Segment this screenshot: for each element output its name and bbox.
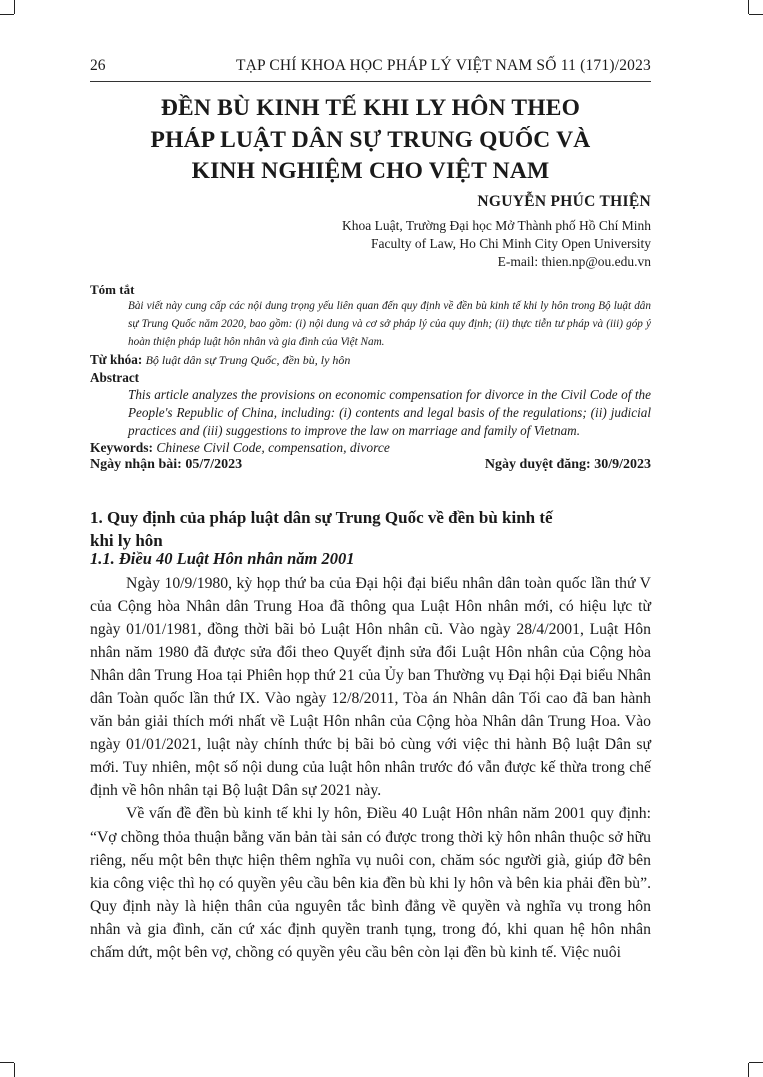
- journal-title: TẠP CHÍ KHOA HỌC PHÁP LÝ VIỆT NAM SỐ 11 (171)/2023: [235, 57, 651, 74]
- keywords-vi-text: Bộ luật dân sự Trung Quốc, đền bù, ly hôn: [145, 353, 351, 367]
- crop-mark-top-right: [748, 0, 749, 14]
- received-label: Ngày nhận bài:: [90, 457, 182, 472]
- section-heading: [90, 506, 651, 552]
- keywords-en: [90, 440, 390, 456]
- title-line-2: PHÁP LUẬT DÂN SỰ TRUNG QUỐC VÀ: [150, 126, 591, 153]
- affiliation-vi: Khoa Luật, Trường Đại học Mở Thành phố Hồ Chí Minh: [342, 218, 651, 233]
- section-heading-line-2: khi ly hôn: [90, 531, 163, 550]
- summary-label: Tóm tắt: [90, 282, 135, 297]
- paragraph-2: Về vấn đề đền bù kinh tế khi ly hôn, Điều 40 Luật Hôn nhân năm 2001 quy định: “Vợ chồng thỏa thuận bằng văn bản tài sản có được trong thời kỳ hôn nhân thuộc sở hữu riêng, nếu một bên thực hiện thêm nghĩa vụ nuôi con, chăm sóc người già, giúp đỡ bên kia công việc thì họ có quyền yêu cầu bên kia đền bù khi ly hôn và bên kia phải đền bù”. Quy định này là hiện thân của nguyên tắc bình đẳng về quyền và nghĩa vụ trong hôn nhân và gia đình, căn cứ xác định quyền tranh tụng, trong đó, khi quan hệ hôn nhân chấm dứt, một bên vợ, chồng có quyền yêu cầu bên còn lại đền bù kinh tế. Việc nuôi: [90, 805, 651, 961]
- keywords-en-text: Chinese Civil Code, compensation, divorce: [156, 440, 390, 455]
- crop-mark-bottom-right-h: [749, 1062, 763, 1063]
- accepted-date: [485, 457, 651, 473]
- title-line-1: ĐỀN BÙ KINH TẾ KHI LY HÔN THEO: [160, 95, 581, 121]
- author-name: NGUYỄN PHÚC THIỆN: [477, 193, 651, 210]
- keywords-vi: [90, 352, 350, 368]
- subsection-heading: 1.1. Điều 40 Luật Hôn nhân năm 2001: [90, 549, 355, 568]
- abstract-text: This article analyzes the provisions on economic compensation for divorce in the Civil Code of the People's Republic of China, including: (i) contents and legal basis of the regulations; (ii) judicial practices and (iii) suggestions to improve the law on marriage and family of Vietnam.: [128, 387, 651, 438]
- accepted-value: 30/9/2023: [594, 457, 651, 472]
- body-text: [90, 572, 651, 964]
- crop-mark-bottom-left-h: [0, 1062, 14, 1063]
- article-title: [90, 93, 651, 188]
- summary-text: Bài viết này cung cấp các nội dung trọng yếu liên quan đến quy định về đền bù kinh tế khi ly hôn trong Bộ luật dân sự Trung Quốc năm 2020, bao gồm: (i) nội dung và cơ sở pháp lý của quy định; (ii) thực tiễn tư pháp và (iii) góp ý hoàn thiện pháp luật hôn nhân và gia đình của Việt Nam.: [128, 300, 651, 348]
- crop-mark-bottom-left: [14, 1063, 15, 1077]
- paragraph-1: Ngày 10/9/1980, kỳ họp thứ ba của Đại hội đại biểu nhân dân toàn quốc lần thứ V của Cộng hòa Nhân dân Trung Hoa đã thông qua Luật Hôn nhân mới, có hiệu lực từ ngày 01/01/1981, đồng thời bãi bỏ Luật Hôn nhân cũ. Vào ngày 28/4/2001, Luật Hôn nhân năm 1980 đã được sửa đổi theo Quyết định sửa đổi Luật Hôn nhân của Cộng hòa Nhân dân Trung Hoa tại Phiên họp thứ 21 của Ủy ban Thường vụ Đại hội Đại biểu Nhân dân Toàn quốc lần thứ IX. Vào ngày 12/8/2011, Tòa án Nhân dân Tối cao đã ban hành văn bản giải thích mới nhất về Luật Hôn nhân của Cộng hòa Nhân dân Trung Hoa. Vào ngày 01/01/2021, luật này chính thức bị bãi bỏ cùng với việc thi hành Bộ luật Dân sự mới. Tuy nhiên, một số nội dung của luật hôn nhân trước đó vẫn được kế thừa trong chế định về hôn nhân tại Bộ luật Dân sự 2021 này.: [90, 575, 651, 800]
- crop-mark-bottom-right: [748, 1063, 749, 1077]
- keywords-vi-label: Từ khóa:: [90, 352, 143, 367]
- crop-mark-top-right-h: [749, 14, 763, 15]
- crop-mark-top-left-h: [0, 14, 14, 15]
- accepted-label: Ngày duyệt đăng:: [484, 457, 591, 472]
- crop-mark-top-left: [14, 0, 15, 14]
- received-value: 05/7/2023: [185, 457, 243, 472]
- received-date: [90, 457, 242, 473]
- keywords-en-label: Keywords:: [90, 440, 153, 455]
- page-number: 26: [90, 57, 106, 74]
- title-line-3: KINH NGHIỆM CHO VIỆT NAM: [191, 158, 550, 184]
- header-rule: [90, 81, 651, 82]
- abstract-label: Abstract: [90, 370, 140, 385]
- affiliation-en: Faculty of Law, Ho Chi Minh City Open University: [371, 236, 651, 251]
- author-email: E-mail: thien.np@ou.edu.vn: [497, 254, 651, 269]
- section-heading-line-1: 1. Quy định của pháp luật dân sự Trung Quốc về đền bù kinh tế: [90, 508, 553, 527]
- running-header: [90, 57, 651, 77]
